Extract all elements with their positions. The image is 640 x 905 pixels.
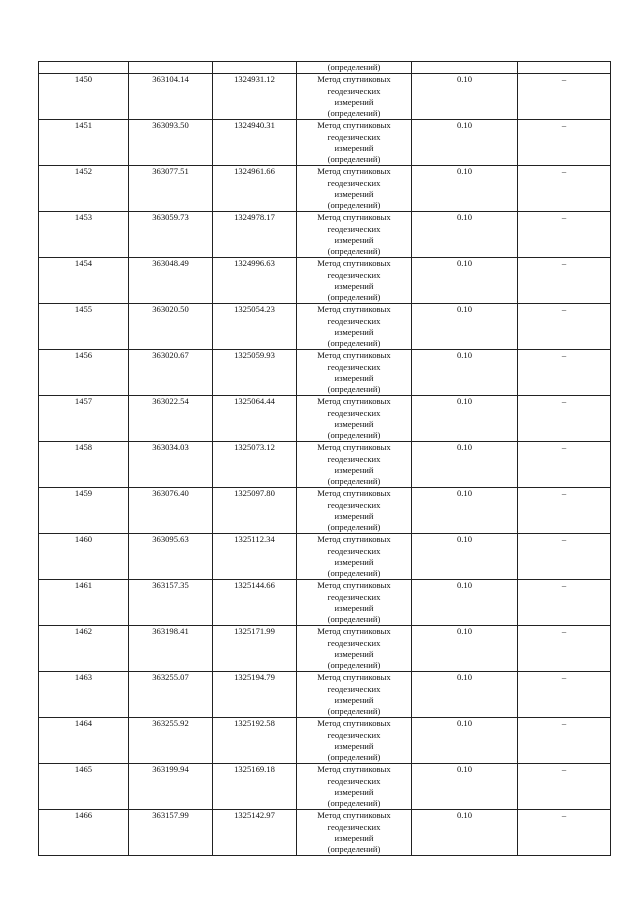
- method-line: геодезических: [327, 177, 381, 188]
- method-cell: [297, 718, 412, 764]
- method-line: измерений: [334, 648, 374, 659]
- error-cell: 0.10: [412, 350, 518, 396]
- point-cell: 1465: [39, 764, 129, 810]
- table-row: [39, 350, 611, 396]
- method-cell: [297, 764, 412, 810]
- point-cell: 1450: [39, 74, 129, 120]
- method-line: (определений): [327, 384, 381, 394]
- x-cell: 363076.40: [129, 488, 213, 534]
- error-cell: 0.10: [412, 488, 518, 534]
- method-cell: (определений): [297, 62, 412, 74]
- method-line: измерений: [334, 786, 374, 797]
- x-cell: 363104.14: [129, 74, 213, 120]
- x-cell: 363048.49: [129, 258, 213, 304]
- method-line: измерений: [334, 234, 374, 245]
- method-line: Метод спутниковых: [317, 120, 391, 131]
- point-cell: 1456: [39, 350, 129, 396]
- point-cell: 1466: [39, 810, 129, 856]
- table-row: [39, 672, 611, 718]
- error-cell: 0.10: [412, 396, 518, 442]
- method-line: измерений: [334, 510, 374, 521]
- method-line: (определений): [327, 568, 381, 578]
- x-cell: [129, 62, 213, 74]
- method-cell: [297, 442, 412, 488]
- table-row: [39, 120, 611, 166]
- method-line: (определений): [327, 706, 381, 716]
- y-cell: 1325194.79: [213, 672, 297, 718]
- method-line: геодезических: [327, 821, 381, 832]
- y-cell: 1325144.66: [213, 580, 297, 626]
- table-row: [39, 74, 611, 120]
- method-cell: [297, 488, 412, 534]
- method-line: Метод спутниковых: [317, 764, 391, 775]
- method-line: Метод спутниковых: [317, 166, 391, 177]
- method-line: Метод спутниковых: [317, 534, 391, 545]
- method-line: Метод спутниковых: [317, 488, 391, 499]
- x-cell: 363034.03: [129, 442, 213, 488]
- extra-cell: –: [518, 396, 611, 442]
- table-row: [39, 212, 611, 258]
- method-cell: [297, 534, 412, 580]
- error-cell: 0.10: [412, 304, 518, 350]
- method-line: измерений: [334, 418, 374, 429]
- point-cell: 1458: [39, 442, 129, 488]
- method-line: геодезических: [327, 775, 381, 786]
- error-cell: 0.10: [412, 764, 518, 810]
- table-row: [39, 488, 611, 534]
- table-row: [39, 166, 611, 212]
- method-cell: [297, 212, 412, 258]
- y-cell: 1325142.97: [213, 810, 297, 856]
- method-line: геодезических: [327, 683, 381, 694]
- method-line: геодезических: [327, 729, 381, 740]
- method-line: (определений): [327, 338, 381, 348]
- method-cell: [297, 166, 412, 212]
- x-cell: 363059.73: [129, 212, 213, 258]
- point-cell: 1459: [39, 488, 129, 534]
- method-line: (определений): [327, 752, 381, 762]
- method-line: геодезических: [327, 315, 381, 326]
- extra-cell: –: [518, 74, 611, 120]
- method-line: Метод спутниковых: [317, 442, 391, 453]
- y-cell: 1325059.93: [213, 350, 297, 396]
- x-cell: 363095.63: [129, 534, 213, 580]
- y-cell: 1325073.12: [213, 442, 297, 488]
- method-line: Метод спутниковых: [317, 212, 391, 223]
- x-cell: 363093.50: [129, 120, 213, 166]
- extra-cell: –: [518, 166, 611, 212]
- method-line: измерений: [334, 142, 374, 153]
- table-row: [39, 396, 611, 442]
- method-line: измерений: [334, 280, 374, 291]
- y-cell: 1325112.34: [213, 534, 297, 580]
- table-row: [39, 764, 611, 810]
- method-line: геодезических: [327, 545, 381, 556]
- method-line: Метод спутниковых: [317, 718, 391, 729]
- error-cell: 0.10: [412, 580, 518, 626]
- method-cell: [297, 350, 412, 396]
- x-cell: 363077.51: [129, 166, 213, 212]
- point-cell: 1464: [39, 718, 129, 764]
- error-cell: 0.10: [412, 120, 518, 166]
- continuation-row: [39, 62, 611, 74]
- method-line: Метод спутниковых: [317, 74, 391, 85]
- extra-cell: –: [518, 258, 611, 304]
- y-cell: 1325064.44: [213, 396, 297, 442]
- y-cell: 1324996.63: [213, 258, 297, 304]
- method-cell: [297, 810, 412, 856]
- point-cell: 1452: [39, 166, 129, 212]
- table-row: [39, 304, 611, 350]
- coordinates-table: [38, 61, 611, 856]
- extra-cell: –: [518, 626, 611, 672]
- point-cell: 1457: [39, 396, 129, 442]
- method-line: геодезических: [327, 407, 381, 418]
- extra-cell: –: [518, 534, 611, 580]
- method-line: геодезических: [327, 131, 381, 142]
- extra-cell: –: [518, 580, 611, 626]
- error-cell: 0.10: [412, 74, 518, 120]
- method-line: измерений: [334, 464, 374, 475]
- method-line: измерений: [334, 556, 374, 567]
- method-line: (определений): [327, 430, 381, 440]
- y-cell: 1325192.58: [213, 718, 297, 764]
- method-line: геодезических: [327, 269, 381, 280]
- y-cell: 1324961.66: [213, 166, 297, 212]
- method-line: Метод спутниковых: [317, 810, 391, 821]
- method-line: (определений): [327, 798, 381, 808]
- method-line: (определений): [327, 844, 381, 854]
- x-cell: 363255.92: [129, 718, 213, 764]
- method-line: геодезических: [327, 453, 381, 464]
- extra-cell: –: [518, 672, 611, 718]
- point-cell: [39, 62, 129, 74]
- method-cell: [297, 672, 412, 718]
- point-cell: 1454: [39, 258, 129, 304]
- method-line: измерений: [334, 188, 374, 199]
- method-line: (определений): [327, 108, 381, 118]
- x-cell: 363255.07: [129, 672, 213, 718]
- extra-cell: –: [518, 442, 611, 488]
- x-cell: 363157.99: [129, 810, 213, 856]
- method-line: геодезических: [327, 361, 381, 372]
- error-cell: 0.10: [412, 534, 518, 580]
- y-cell: [213, 62, 297, 74]
- table-row: [39, 580, 611, 626]
- extra-cell: –: [518, 764, 611, 810]
- method-cell: [297, 120, 412, 166]
- method-cell: [297, 304, 412, 350]
- y-cell: 1325097.80: [213, 488, 297, 534]
- method-line: (определений): [327, 200, 381, 210]
- method-line: измерений: [334, 602, 374, 613]
- extra-cell: –: [518, 212, 611, 258]
- method-line: геодезических: [327, 85, 381, 96]
- table-row: [39, 626, 611, 672]
- point-cell: 1451: [39, 120, 129, 166]
- extra-cell: –: [518, 718, 611, 764]
- method-cell: [297, 626, 412, 672]
- method-line: Метод спутниковых: [317, 350, 391, 361]
- x-cell: 363198.41: [129, 626, 213, 672]
- table-row: [39, 258, 611, 304]
- point-cell: 1462: [39, 626, 129, 672]
- point-cell: 1463: [39, 672, 129, 718]
- x-cell: 363020.67: [129, 350, 213, 396]
- error-cell: [412, 62, 518, 74]
- error-cell: 0.10: [412, 258, 518, 304]
- method-line: (определений): [327, 292, 381, 302]
- table-row: [39, 718, 611, 764]
- y-cell: 1324940.31: [213, 120, 297, 166]
- y-cell: 1324931.12: [213, 74, 297, 120]
- y-cell: 1324978.17: [213, 212, 297, 258]
- method-line: измерений: [334, 832, 374, 843]
- error-cell: 0.10: [412, 626, 518, 672]
- method-line: Метод спутниковых: [317, 258, 391, 269]
- error-cell: 0.10: [412, 810, 518, 856]
- error-cell: 0.10: [412, 442, 518, 488]
- method-cell: [297, 396, 412, 442]
- method-line: (определений): [327, 246, 381, 256]
- x-cell: 363157.35: [129, 580, 213, 626]
- x-cell: 363199.94: [129, 764, 213, 810]
- method-line: геодезических: [327, 637, 381, 648]
- x-cell: 363020.50: [129, 304, 213, 350]
- point-cell: 1460: [39, 534, 129, 580]
- method-line: Метод спутниковых: [317, 672, 391, 683]
- x-cell: 363022.54: [129, 396, 213, 442]
- method-line: (определений): [327, 660, 381, 670]
- method-line: измерений: [334, 694, 374, 705]
- error-cell: 0.10: [412, 212, 518, 258]
- error-cell: 0.10: [412, 672, 518, 718]
- table-row: [39, 534, 611, 580]
- method-line: (определений): [327, 476, 381, 486]
- point-cell: 1453: [39, 212, 129, 258]
- method-line: Метод спутниковых: [317, 396, 391, 407]
- method-line: Метод спутниковых: [317, 580, 391, 591]
- method-line: Метод спутниковых: [317, 304, 391, 315]
- error-cell: 0.10: [412, 166, 518, 212]
- extra-cell: –: [518, 304, 611, 350]
- extra-cell: [518, 62, 611, 74]
- method-line: измерений: [334, 372, 374, 383]
- point-cell: 1455: [39, 304, 129, 350]
- method-line: Метод спутниковых: [317, 626, 391, 637]
- method-cell: [297, 258, 412, 304]
- y-cell: 1325054.23: [213, 304, 297, 350]
- method-line: геодезических: [327, 499, 381, 510]
- method-line: (определений): [327, 154, 381, 164]
- table-row: [39, 442, 611, 488]
- method-line: измерений: [334, 96, 374, 107]
- table-row: [39, 810, 611, 856]
- error-cell: 0.10: [412, 718, 518, 764]
- extra-cell: –: [518, 488, 611, 534]
- extra-cell: –: [518, 120, 611, 166]
- method-line: измерений: [334, 326, 374, 337]
- method-line: геодезических: [327, 223, 381, 234]
- y-cell: 1325169.18: [213, 764, 297, 810]
- method-line: измерений: [334, 740, 374, 751]
- method-cell: [297, 580, 412, 626]
- y-cell: 1325171.99: [213, 626, 297, 672]
- method-line: геодезических: [327, 591, 381, 602]
- method-line: (определений): [327, 522, 381, 532]
- extra-cell: –: [518, 350, 611, 396]
- point-cell: 1461: [39, 580, 129, 626]
- method-line: (определений): [327, 614, 381, 624]
- method-cell: [297, 74, 412, 120]
- table-body: [39, 62, 611, 856]
- extra-cell: –: [518, 810, 611, 856]
